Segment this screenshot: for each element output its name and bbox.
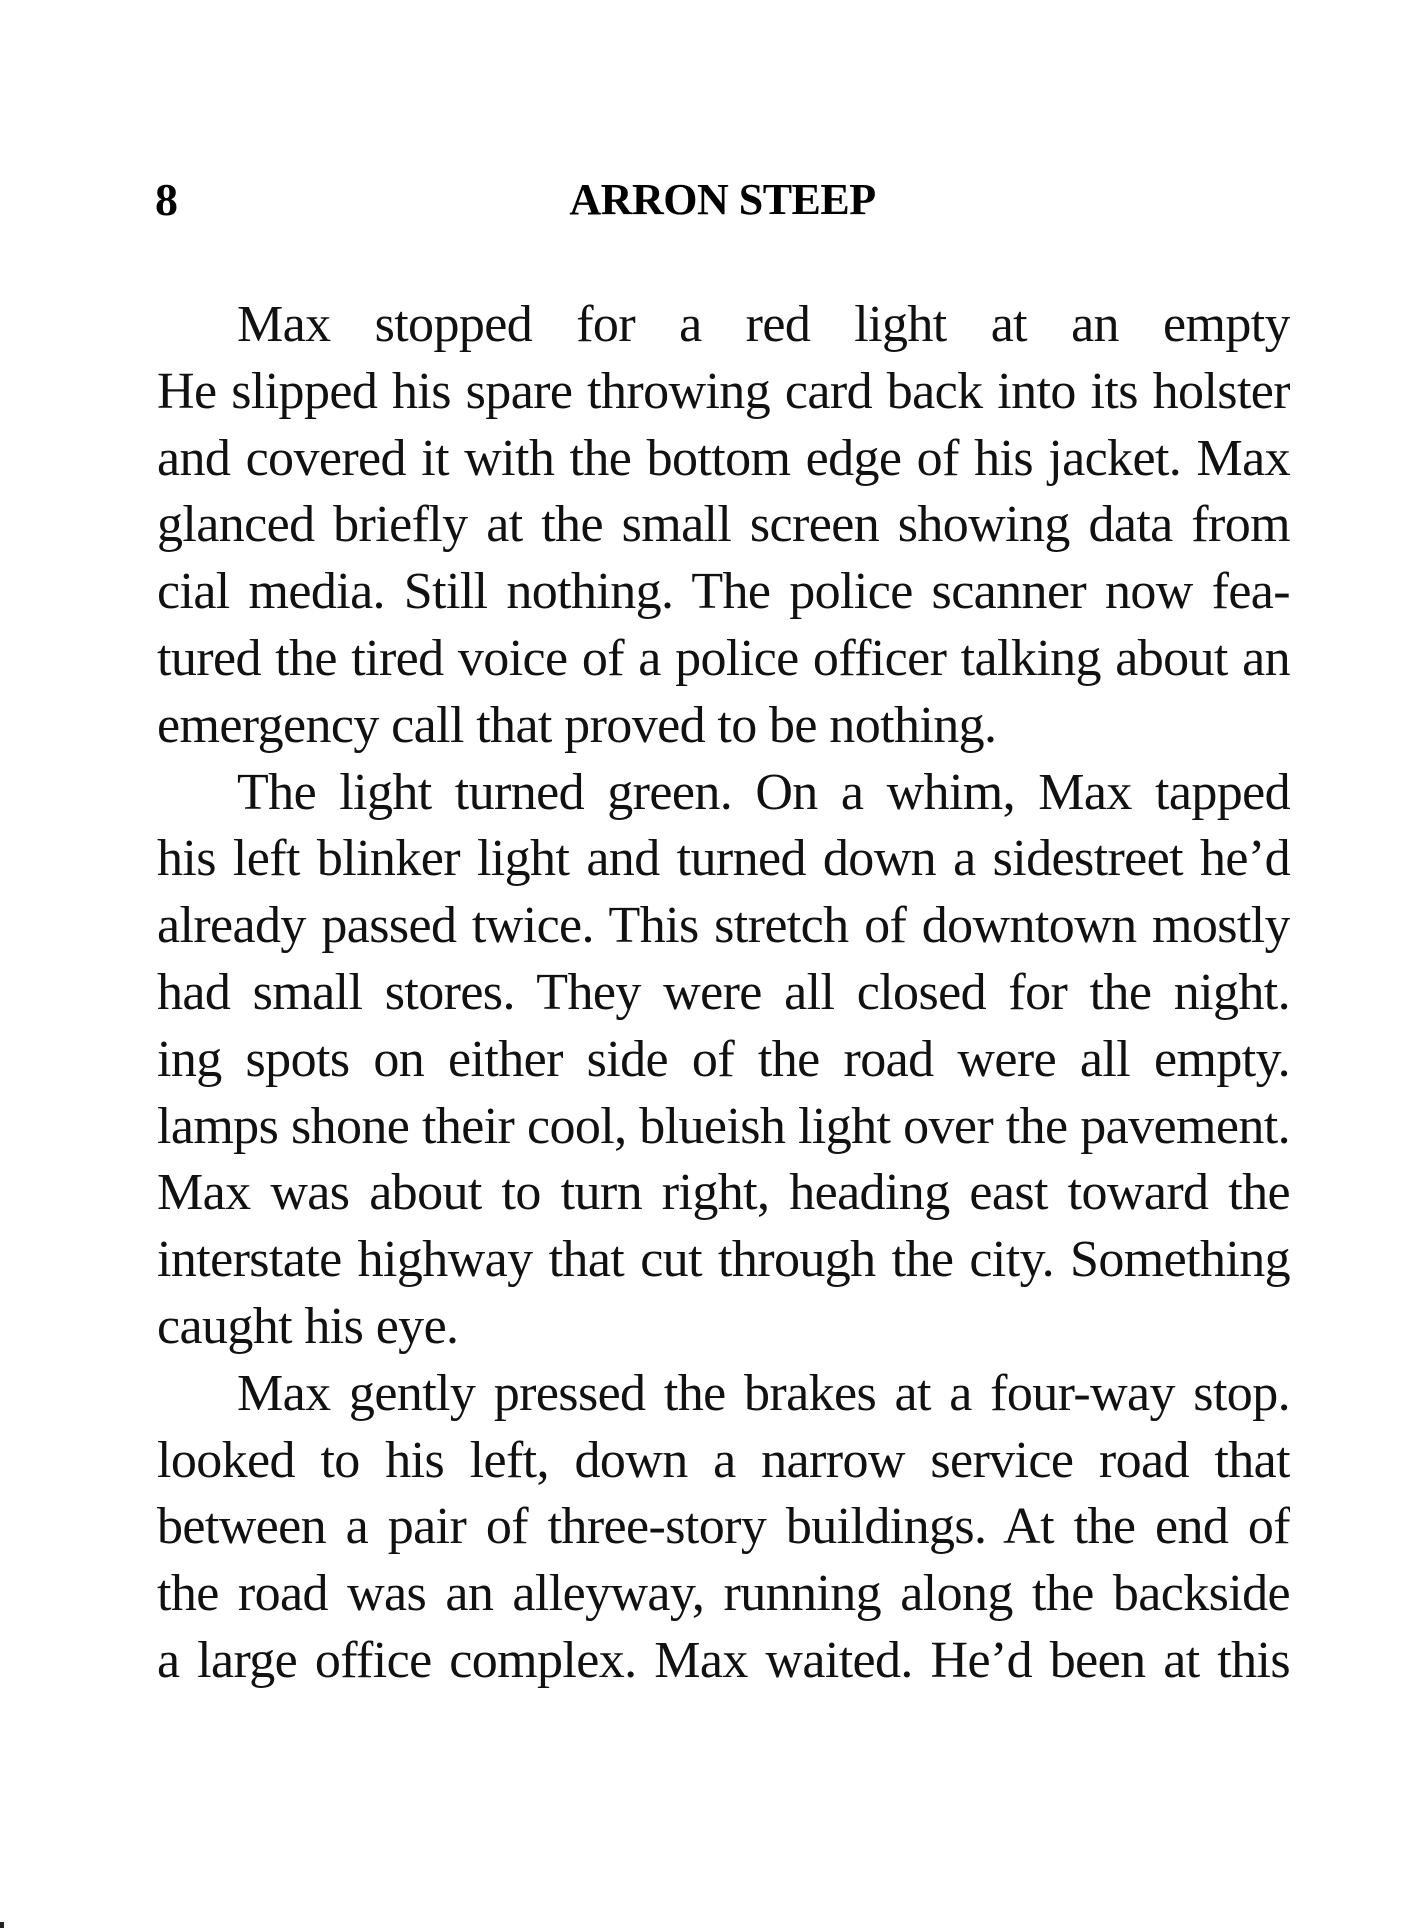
text-line: Max was about to turn right, heading east toward the (157, 1164, 1290, 1222)
running-head-author: ARRON STEEP (569, 175, 876, 224)
text-line: between a pair of three-story buildings. At the end of (157, 1498, 1290, 1556)
text-line: He slipped his spare throwing card back into its holster (157, 362, 1290, 420)
text-line: Max stopped for a red light at an empty (237, 296, 1290, 353)
text-line: his left blinker light and turned down a sidestreet he’d (157, 830, 1290, 888)
body-text (157, 292, 1290, 1695)
text-line: ing spots on either side of the road were all empty. (157, 1030, 1290, 1088)
text-line: and covered it with the bottom edge of his jacket. Max (157, 429, 1290, 487)
text-line: lamps shone their cool, blueish light over the pavement. (157, 1097, 1290, 1155)
text-line: The light turned green. On a whim, Max tapped (237, 763, 1290, 821)
text-line: the road was an alleyway, running along the backside (157, 1565, 1290, 1623)
text-line: a large office complex. Max waited. He’d been at this (157, 1631, 1290, 1689)
text-line: already passed twice. This stretch of downtown mostly (157, 897, 1290, 955)
text-line: Max gently pressed the brakes at a four-way stop. (237, 1364, 1290, 1422)
text-line: interstate highway that cut through the city. Something (157, 1231, 1290, 1289)
text-line: emergency call that proved to be nothing. (157, 696, 997, 754)
text-line: had small stores. They were all closed for the night. (157, 963, 1290, 1021)
scan-corner-artifact (0, 1922, 4, 1928)
text-line: glanced briefly at the small screen showing data from (157, 496, 1290, 554)
page-number: 8 (155, 174, 178, 225)
text-line: tured the tired voice of a police officer talking about an (157, 629, 1290, 687)
text-line: cial media. Still nothing. The police scanner now fea- (157, 563, 1290, 621)
text-line: looked to his left, down a narrow service road that (157, 1431, 1290, 1489)
text-line: caught his eye. (157, 1297, 459, 1355)
